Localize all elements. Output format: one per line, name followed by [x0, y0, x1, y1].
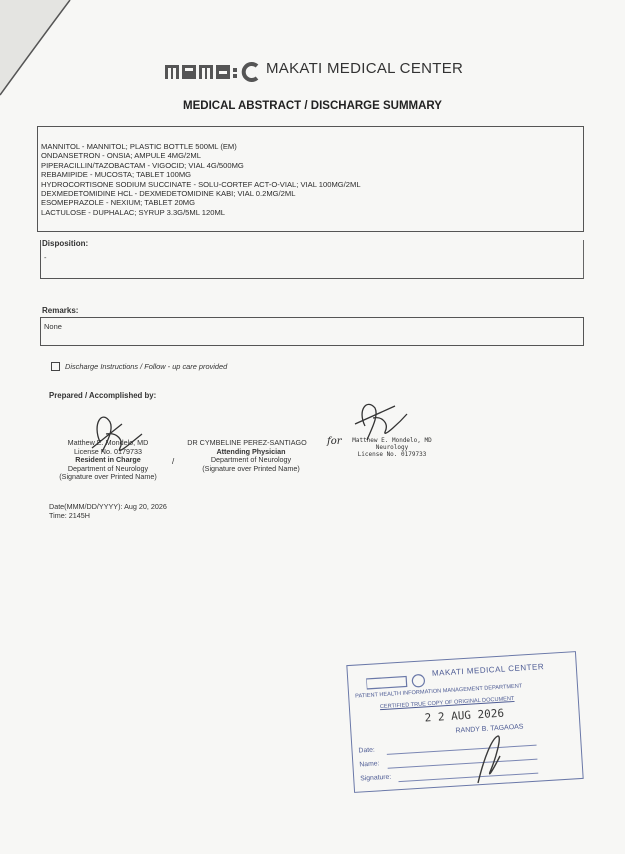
stamp-staff: RANDY B. TAGAOAS	[455, 723, 524, 735]
makati-logo-icon	[165, 62, 260, 82]
paper-fold-shadow	[0, 0, 80, 100]
stamp-signatory-name: Matthew E. Mondelo, MD	[352, 437, 432, 444]
medications-box	[37, 126, 584, 232]
attending-name: DR CYMBELINE PEREZ-SANTIAGO	[187, 438, 307, 447]
resident-department: Department of Neurology	[67, 463, 149, 473]
certified-true-copy-stamp	[346, 651, 583, 793]
stamp-org: MAKATI MEDICAL CENTER	[431, 662, 545, 678]
medication-list	[38, 127, 583, 217]
discharge-checkbox[interactable]	[51, 362, 60, 371]
stamp-date: 2 2 AUG 2026	[424, 706, 505, 725]
medication-item: LACTULOSE - DUPHALAC; SYRUP 3.3G/5ML 120ML	[41, 207, 226, 217]
stamp-signatory-dept: Neurology	[375, 444, 409, 451]
resident-license: License No. 0179733	[74, 446, 142, 456]
attending-department: Department of Neurology	[210, 455, 292, 465]
remarks-label: Remarks:	[42, 306, 79, 315]
stamp-certified: CERTIFIED TRUE COPY OF ORIGINAL DOCUMENT	[379, 695, 515, 711]
attending-note: (Signature over Printed Name)	[202, 463, 300, 473]
discharge-instructions-row	[51, 362, 227, 371]
date-time-block	[49, 502, 167, 520]
resident-role: Resident in Charge	[75, 455, 141, 465]
remarks-value: None	[44, 322, 62, 331]
resident-signatory	[48, 439, 168, 482]
document-title: MEDICAL ABSTRACT / DISCHARGE SUMMARY	[183, 100, 442, 112]
medication-item: ONDANSETRON - ONSIA; AMPULE 4MG/2ML	[41, 151, 201, 161]
medication-item: HYDROCORTISONE SODIUM SUCCINATE - SOLU-CORTEF ACT-O-VIAL; VIAL 100MG/2ML	[41, 179, 361, 189]
resident-note: (Signature over Printed Name)	[59, 472, 157, 482]
stamp-logo-icon	[366, 673, 427, 691]
stamp-signatory-license: License No. 0179733	[357, 451, 427, 458]
medication-item: ESOMEPRAZOLE - NEXIUM; TABLET 20MG	[41, 198, 196, 208]
stamp-dept: PATIENT HEALTH INFORMATION MANAGEMENT DEPARTMENT	[355, 683, 523, 700]
prepared-label: Prepared / Accomplished by:	[49, 391, 157, 400]
stamp-name-label: Name:	[359, 760, 380, 769]
stamp-date-label: Date:	[358, 746, 376, 755]
separator-slash: /	[172, 457, 175, 466]
stamp-signatory	[347, 437, 437, 458]
disposition-box	[40, 240, 584, 279]
attending-role: Attending Physician	[216, 446, 286, 456]
medication-item: PIPERACILLIN/TAZOBACTAM - VIGOCID; VIAL 4G/500MG	[41, 160, 244, 170]
medication-item: REBAMIPIDE - MUCOSTA; TABLET 100MG	[41, 170, 192, 180]
stamp-signature-label: Signature:	[360, 773, 392, 783]
resident-name: Matthew E. Mondelo, MD	[67, 438, 149, 447]
attending-signatory	[176, 439, 326, 473]
remarks-box	[40, 317, 584, 346]
discharge-checkbox-label: Discharge Instructions / Follow - up care provided	[65, 362, 228, 371]
medication-item: MANNITOL - MANNITOL; PLASTIC BOTTLE 500ML (EM)	[41, 142, 237, 151]
medication-item: DEXMEDETOMIDINE HCL - DEXMEDETOMIDINE KABI; VIAL 0.2MG/2ML	[41, 189, 296, 199]
disposition-label: Disposition:	[42, 239, 89, 248]
time-line: Time: 2145H	[49, 511, 90, 520]
date-line: Date(MMM/DD/YYYY): Aug 20, 2026	[49, 502, 167, 511]
for-text: for	[327, 436, 342, 447]
stamp-signature-icon	[470, 728, 510, 788]
org-name: MAKATI MEDICAL CENTER	[266, 60, 464, 77]
disposition-value: -	[44, 253, 47, 262]
